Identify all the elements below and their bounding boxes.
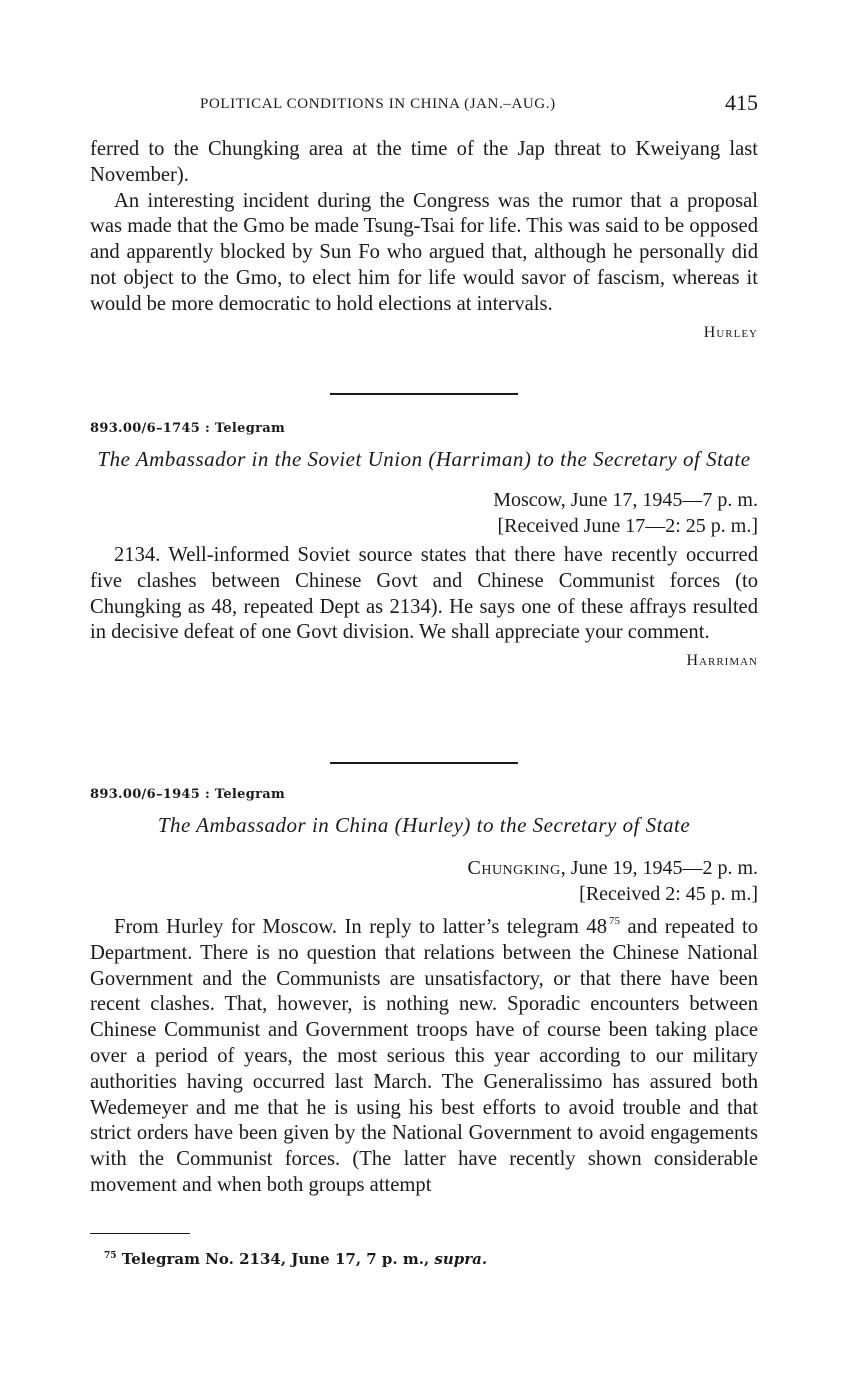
doc1-paragraph: An interesting incident during the Congress was the rumor that a proposal was made that the Gmo be made Tsung-Tsai for life. This was said to be opposed and apparently blocked by Sun Fo who argued that, although he personally did not object to the Gmo, to elect him for life would savor of fascism, whereas it would be more democratic to hold elections at intervals. — [90, 189, 758, 315]
doc1-continuation: ferred to the Chungking area at the time of the Jap threat to Kweiyang last November). — [90, 138, 758, 186]
doc3-date: , June 19, 1945—2 p. m. — [560, 857, 758, 879]
doc2-dateline: Moscow, June 17, 1945—7 p. m. — [493, 489, 758, 511]
page-number: 415 — [725, 90, 758, 115]
footnote-reference[interactable]: 75 — [609, 915, 621, 927]
doc1-signature: Hurley — [703, 323, 758, 341]
footnote-text: Telegram No. 2134, June 17, 7 p. m., — [116, 1250, 435, 1268]
doc2-title: The Ambassador in the Soviet Union (Harriman) to the Secretary of State — [97, 447, 751, 471]
doc2-section — [90, 421, 758, 670]
doc2-body: 2134. Well-informed Soviet source states that there have recently occurred five clashes between Chinese Govt and Chinese Communist forces (to Chungking as 48, repeated Dept as 2134). He says one of these affrays resulted in decisive defeat of one Govt division. We shall appreciate your comment. — [90, 544, 758, 644]
footnote-marker: 75 — [104, 1251, 117, 1261]
doc2-received: [Received June 17—2: 25 p. m.] — [497, 515, 758, 537]
doc3-body-part1: From Hurley for Moscow. In reply to latter’s telegram 48 — [114, 916, 608, 938]
section-divider — [330, 393, 518, 395]
doc3-file-id: 893.00/6–1945 : Telegram — [90, 787, 286, 802]
doc3-body — [90, 909, 758, 1199]
section-divider — [330, 762, 518, 764]
doc3-dateline — [90, 855, 758, 881]
doc3-place: Chungking — [467, 857, 561, 879]
footnote-italic: supra. — [434, 1250, 488, 1268]
doc2-signature: Harriman — [686, 652, 758, 670]
doc3-body-part2: and repeated to Department. There is no question that relations between the Chinese National Government and the Communists are unsatisfactory, or that there have been recent clashes. That, however, is nothing new. Sporadic encounters between Chinese Communist and Government troops have of course been taking place over a period of years, the most serious this year according to our military authorities having occurred last March. The Generalissimo has assured both Wedemeyer and me that he is using his best efforts to avoid trouble and that strict orders have been given by the National Government to avoid engagements with the Communist forces. (The latter have recently shown considerable movement and when both groups attempt — [90, 916, 759, 1196]
doc1-section — [90, 137, 758, 342]
doc3-received: [Received 2: 45 p. m.] — [579, 883, 758, 905]
footnote — [104, 1250, 772, 1268]
page-header — [90, 90, 758, 120]
doc2-file-id: 893.00/6–1745 : Telegram — [90, 421, 286, 436]
running-title: POLITICAL CONDITIONS IN CHINA (JAN.–AUG.) — [200, 96, 556, 112]
doc3-section — [90, 787, 758, 1199]
doc3-title: The Ambassador in China (Hurley) to the Secretary of State — [157, 813, 691, 837]
footnote-divider — [90, 1233, 190, 1234]
